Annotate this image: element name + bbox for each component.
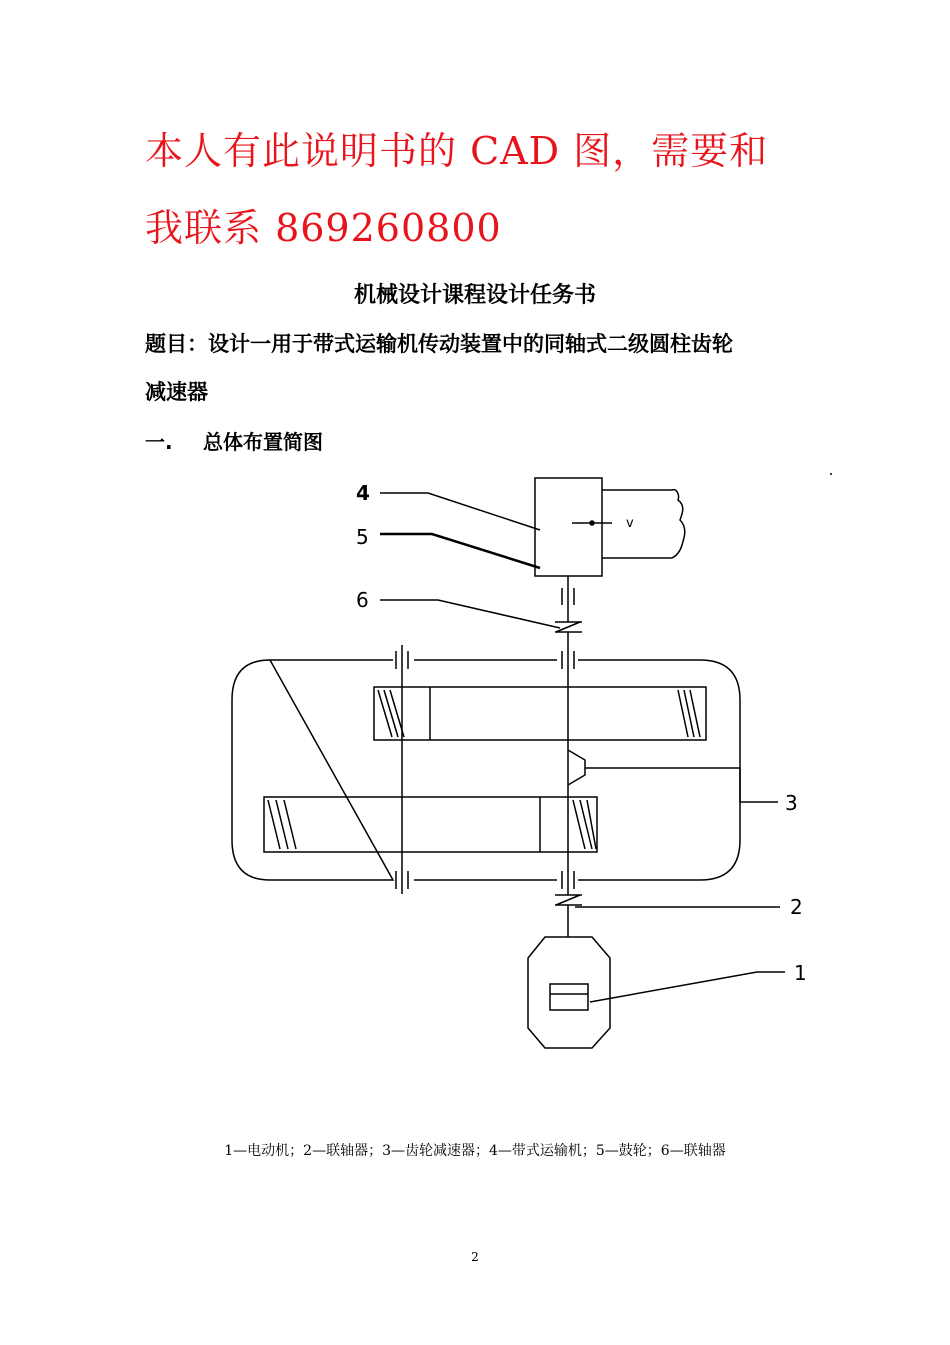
conveyor-belt	[602, 490, 685, 558]
section-heading	[145, 426, 323, 455]
promo-line-1: 本人有此说明书的 CAD 图，需要和	[145, 129, 769, 173]
page-number: 2	[471, 1250, 479, 1264]
section-number: 一.	[145, 430, 173, 454]
diagram-caption: 1—电动机；2—联轴器；3—齿轮减速器；4—带式运输机；5—鼓轮；6—联轴器	[224, 1143, 726, 1159]
layout-diagram	[0, 460, 950, 1070]
leader-line-1	[590, 972, 785, 1002]
leader-line-3	[585, 768, 778, 802]
coupling-2	[555, 895, 582, 905]
reducer-housing	[232, 660, 740, 880]
upper-gear-pair	[374, 687, 706, 740]
label-2: 2	[790, 895, 803, 919]
subject-line-1: 题目：设计一用于带式运输机传动装置中的同轴式二级圆柱齿轮	[145, 332, 733, 356]
promo-line-2: 我联系 869260800	[145, 206, 502, 250]
leader-line-5	[380, 534, 540, 568]
subject-line-2: 减速器	[145, 380, 208, 404]
coupling-6	[555, 622, 582, 632]
label-1: 1	[794, 961, 807, 985]
leader-line-6	[380, 600, 560, 628]
document-title: 机械设计课程设计任务书	[353, 283, 596, 308]
label-6: 6	[356, 588, 369, 612]
label-5: 5	[356, 525, 369, 549]
section-title: 总体布置简图	[203, 430, 323, 454]
lower-gear-pair	[264, 797, 597, 852]
motor	[528, 937, 610, 1048]
label-4: 4	[356, 481, 370, 505]
leader-line-4	[380, 493, 540, 530]
drum	[535, 478, 602, 576]
velocity-label: v	[626, 516, 634, 531]
label-3: 3	[785, 791, 798, 815]
